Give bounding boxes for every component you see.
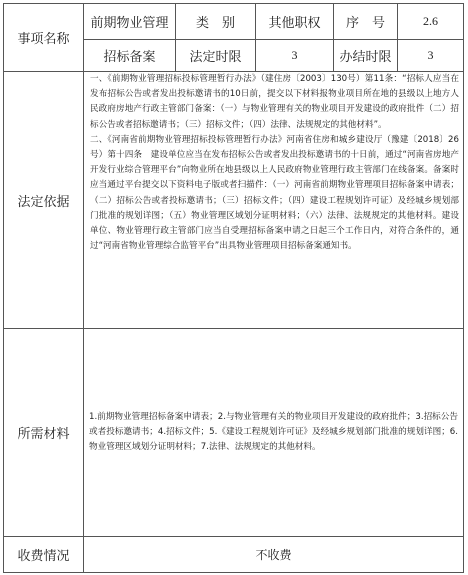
completion-limit-value: 3 xyxy=(398,40,464,72)
serial-label: 序 号 xyxy=(334,4,398,40)
legal-basis-paragraph-1: 一、《前期物业管理招标投标管理暂行办法》（建住房〔2003〕130号）第11条：“招标人应当在发布招标公告或者发出投标邀请书的10日前，提交以下材料报物业项目所在地的县级以上地方人民政府房地产行政主管部门备案：（一）与物业管理有关的物业项目开发建设的政府批件（二）招标公告或者招标邀请书；（三）招标文件；（四）法律、法规规定的其他材料”。 xyxy=(90,74,459,130)
item-name-value-line2: 招标备案 xyxy=(84,40,176,72)
fee-value: 不收费 xyxy=(84,537,464,573)
fee-label: 收费情况 xyxy=(4,537,84,573)
legal-basis-paragraph-2: 二、《河南省前期物业管理招标投标管理暂行办法》河南省住房和城乡建设厅（豫建〔2018〕26号）第十四条 建设单位应当在发布招标公告或者发出投标邀请书的十日前，通过“河南省房地产开发行业综合管理平台”向物业所在地县级以上人民政府物业管理行政主管部门在线备案。备案时应当通过平台提交以下资料电子版或者扫描件：（一）河南省前期物业管理项目招标备案申请表；（二）招标公告或者投标邀请书；（三）招标文件；（四）建设工程规划许可证）及经城乡规划部门批准的规划详图；（五）物业管理区域划分证明材料；（六）法律、法规规定的其他材料。建设单位、物业管理行政主管部门应当自受理招标备案申请之日起三个工作日内，对符合条件的，通过“河南省物业管理综合监管平台”出具物业管理项目招标备案通知书。 xyxy=(90,134,459,252)
legal-basis-text xyxy=(84,72,464,329)
category-value: 其他职权 xyxy=(256,4,334,40)
materials-text: 1.前期物业管理招标备案申请表；2.与物业管理有关的物业项目开发建设的政府批件；3.招标公告或者投标邀请书；4.招标文件；5.《建设工程规划许可证》及经城乡规划部门批准的规划详图；6.物业管理区域划分证明材料；7.法律、法规规定的其他材料。 xyxy=(84,329,464,537)
completion-limit-label: 办结时限 xyxy=(334,40,398,72)
statutory-limit-label: 法定时限 xyxy=(176,40,256,72)
materials-label: 所需材料 xyxy=(4,329,84,537)
legal-basis-label: 法定依据 xyxy=(4,72,84,329)
serial-value: 2.6 xyxy=(398,4,464,40)
category-label: 类 别 xyxy=(176,4,256,40)
item-name-label: 事项名称 xyxy=(4,4,84,72)
item-name-value-line1: 前期物业管理 xyxy=(84,4,176,40)
item-info-table xyxy=(3,3,464,573)
statutory-limit-value: 3 xyxy=(256,40,334,72)
